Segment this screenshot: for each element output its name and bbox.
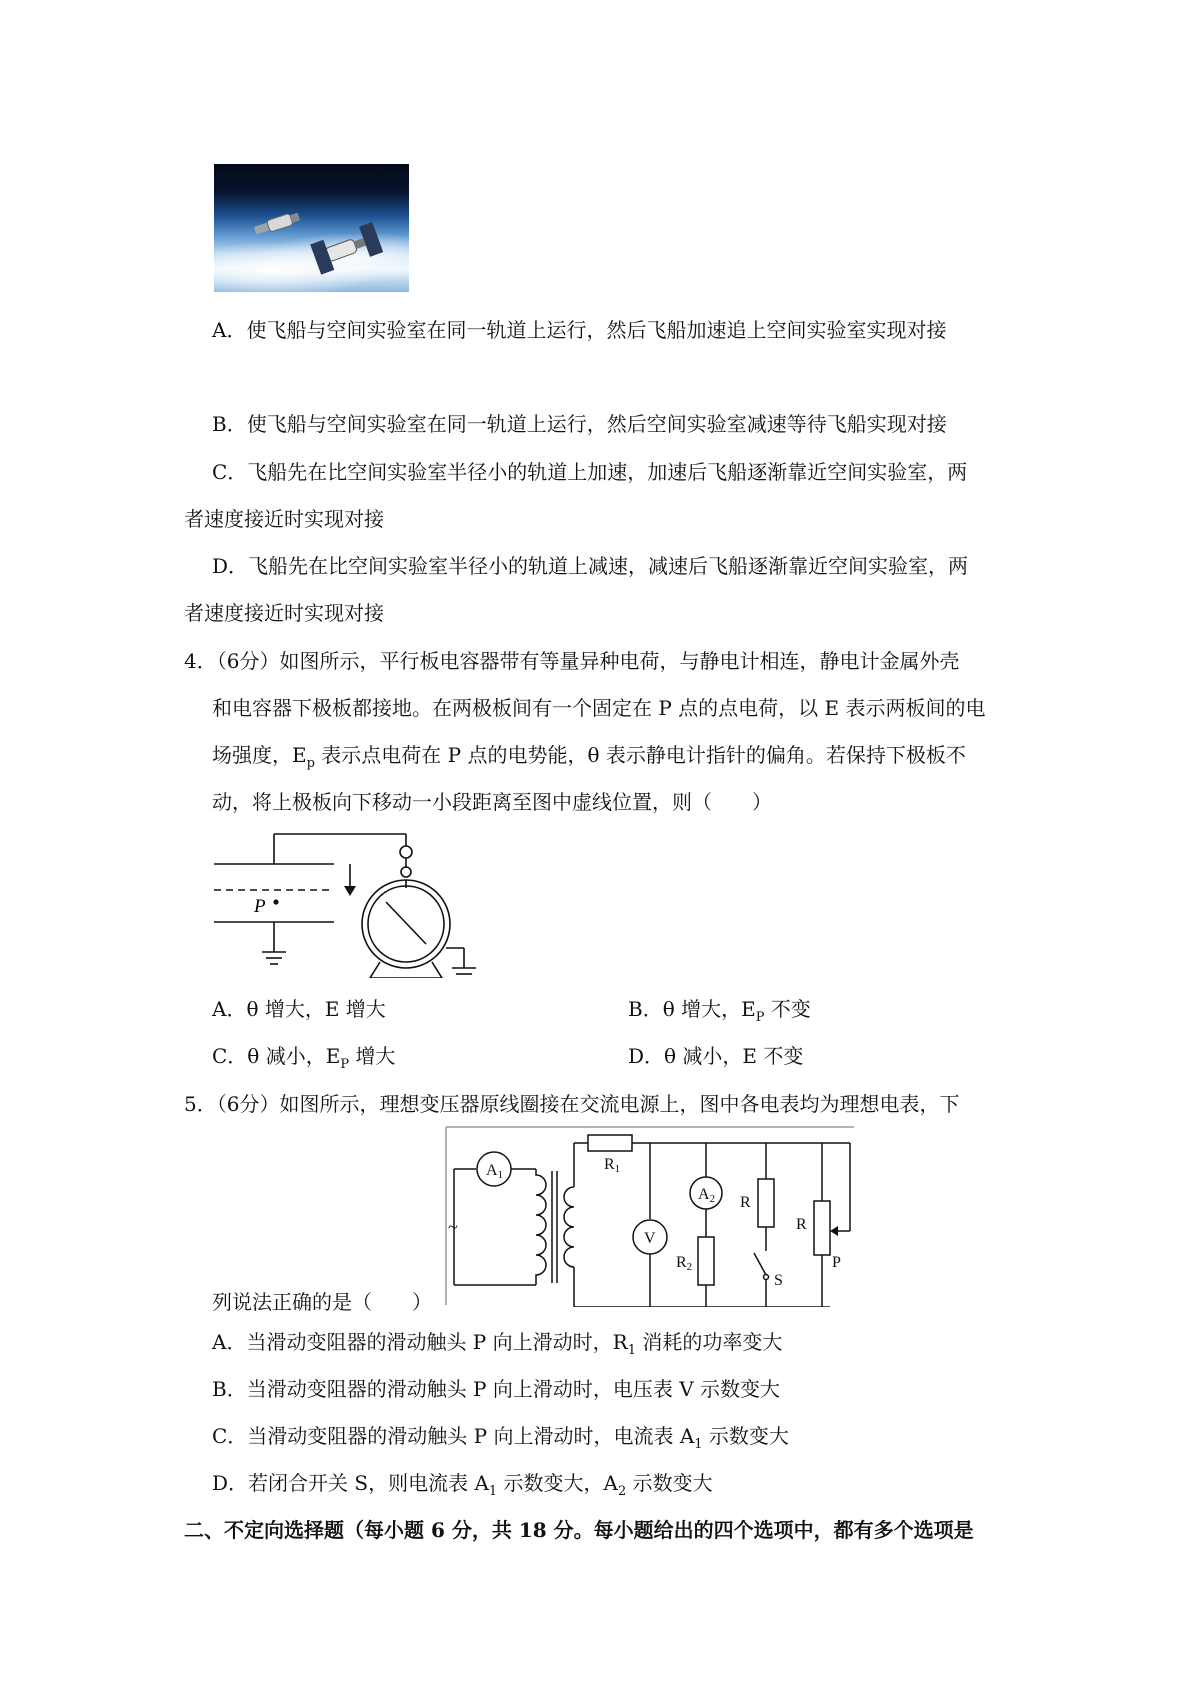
svg-text:R2: R2 [676, 1254, 693, 1273]
q5-option-a: A．当滑动变阻器的滑动触头 P 向上滑动时，$R_1$ 消耗的功率变大 [212, 1330, 783, 1358]
svg-text:P: P [254, 896, 266, 917]
q5-option-b: B．当滑动变阻器的滑动触头 P 向上滑动时，电压表 V 示数变大 [212, 1377, 781, 1401]
svg-text:R: R [796, 1216, 807, 1233]
q3-option-c-line1: C．飞船先在比空间实验室半径小的轨道上加速，加速后飞船逐渐靠近空间实验室，两 [212, 460, 968, 484]
svg-text:V: V [644, 1230, 656, 1247]
q4-option-a: A．θ 增大，E 增大 [212, 997, 386, 1021]
q4-stem-line4: 动，将上极板向下移动一小段距离至图中虚线位置，则（ ） [212, 790, 772, 814]
q3-option-a: A．使飞船与空间实验室在同一轨道上运行，然后飞船加速追上空间实验室实现对接 [212, 318, 947, 342]
q4-stem-line1: 4．（6分）如图所示，平行板电容器带有等量异种电荷，与静电计相连，静电计金属外壳 [184, 649, 960, 673]
svg-text:~: ~ [448, 1217, 458, 1237]
q4-option-b: B．θ 增大，$E_P$ 不变 [628, 997, 811, 1025]
q4-capacitor-figure [210, 828, 490, 978]
svg-text:A2: A2 [698, 1186, 716, 1205]
section2-heading: 二、不定向选择题（每小题 6 分，共 18 分。每小题给出的四个选项中，都有多个选项是 [184, 1518, 974, 1542]
q4-option-d: D．θ 减小，E 不变 [628, 1044, 804, 1068]
spacecraft-docking-photo [214, 164, 409, 292]
q3-option-d-line1: D．飞船先在比空间实验室半径小的轨道上减速，减速后飞船逐渐靠近空间实验室，两 [212, 554, 969, 578]
q4-stem-line3: 场强度，$E_p$ 表示点电荷在 P 点的电势能，θ 表示静电计指针的偏角。若保持下极板不 [212, 743, 966, 771]
svg-text:P: P [832, 1254, 841, 1271]
svg-text:R: R [740, 1194, 751, 1211]
q5-transformer-circuit [444, 1125, 864, 1307]
q5-stem-line1: 5．（6分）如图所示，理想变压器原线圈接在交流电源上，图中各电表均为理想电表，下 [184, 1092, 960, 1116]
q5-stem-line2: 列说法正确的是（ ） [212, 1290, 432, 1314]
q5-option-d: D．若闭合开关 S，则电流表 $A_1$ 示数变大，$A_2$ 示数变大 [212, 1471, 713, 1499]
svg-text:S: S [774, 1272, 783, 1289]
q4-option-c: C．θ 减小，$E_P$ 增大 [212, 1044, 396, 1072]
q5-option-c: C．当滑动变阻器的滑动触头 P 向上滑动时，电流表 $A_1$ 示数变大 [212, 1424, 789, 1452]
svg-text:A1: A1 [486, 1162, 504, 1181]
q3-option-b: B．使飞船与空间实验室在同一轨道上运行，然后空间实验室减速等待飞船实现对接 [212, 412, 947, 436]
q3-option-d-line2: 者速度接近时实现对接 [184, 601, 384, 625]
q4-stem-line2: 和电容器下极板都接地。在两极板间有一个固定在 P 点的点电荷，以 E 表示两板间的电 [212, 696, 986, 720]
svg-text:R1: R1 [604, 1156, 621, 1175]
q3-option-c-line2: 者速度接近时实现对接 [184, 507, 384, 531]
